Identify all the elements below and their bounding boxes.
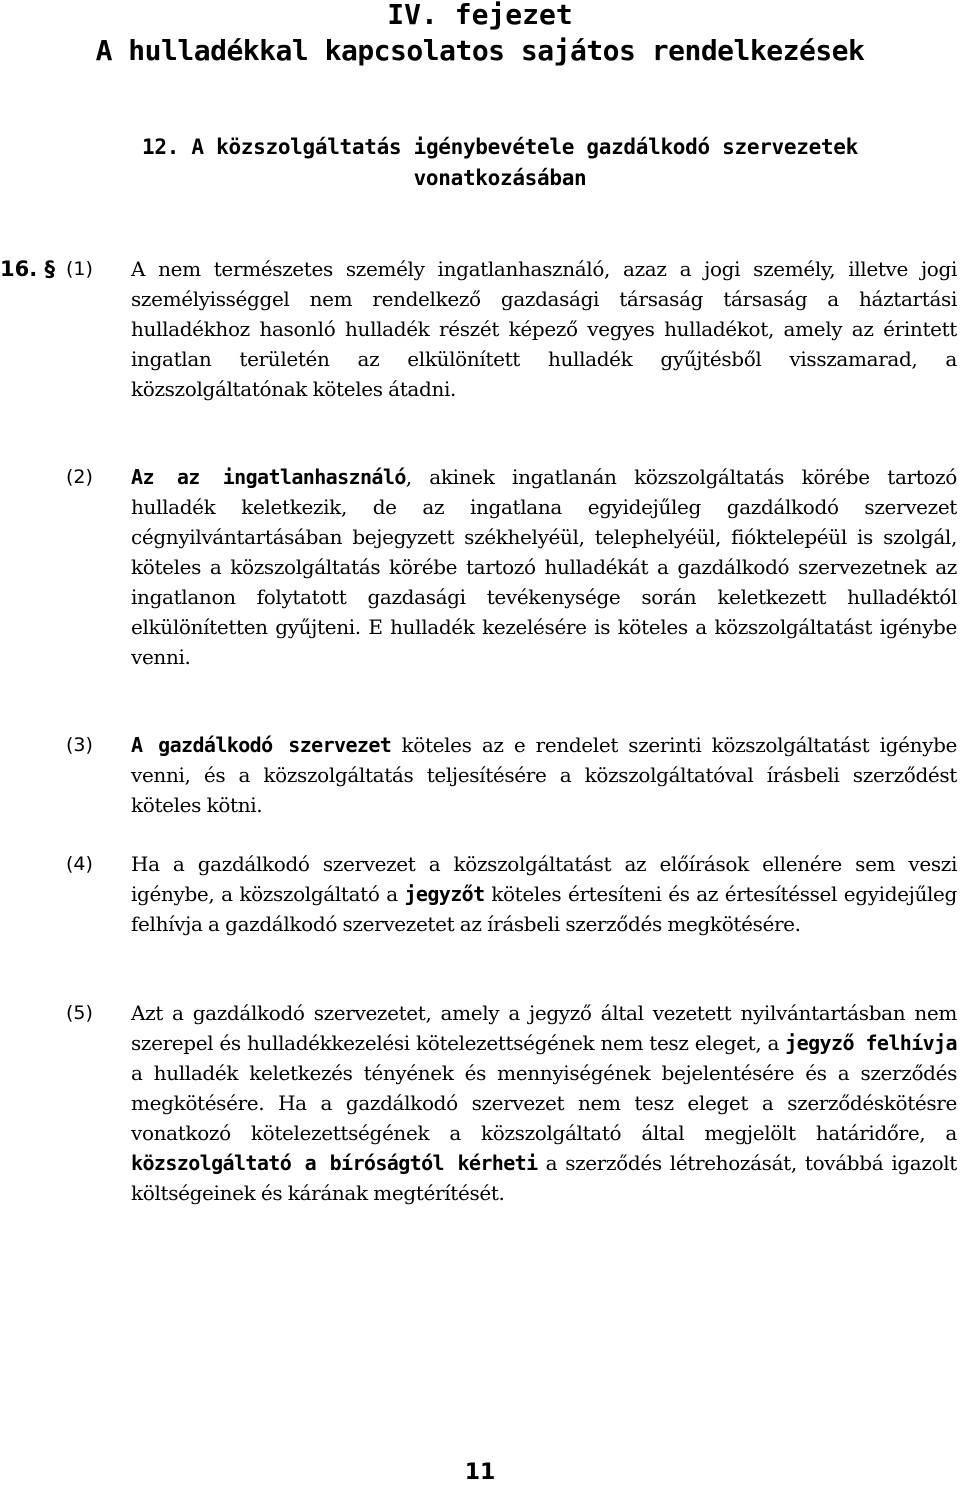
page-number: 11 bbox=[464, 1460, 496, 1485]
text-run: köteles értesíteni és az értesítéssel egyidejűleg felhívja a gazdálkodó szervezetet az írásbeli szerződés megkötésére. bbox=[131, 882, 957, 936]
subsection-number: (2) bbox=[66, 466, 93, 488]
section-title: 12. A közszolgáltatás igénybevétele gazdálkodó szervezetek vonatkozásában bbox=[142, 135, 858, 190]
chapter-title: A hulladékkal kapcsolatos sajátos rendelkezések bbox=[95, 34, 865, 67]
subsection-text bbox=[131, 462, 957, 672]
bold-term: A gazdálkodó szervezet bbox=[131, 733, 392, 757]
subsection-text bbox=[131, 998, 957, 1208]
bold-term: jegyző felhívja bbox=[785, 1031, 957, 1055]
bold-term: Az az ingatlanhasználó bbox=[131, 465, 406, 489]
subsection-text bbox=[131, 254, 957, 404]
text-run: , akinek ingatlanán közszolgáltatás körébe tartozó hulladék keletkezik, de az ingatlana egyidejűleg gazdálkodó szervezet cégnyilvántartásában bejegyzett székhelyéül, telephelyéül, fióktelepéül is szolgál, köteles a közszolgáltatás körébe tartozó hulladékát a gazdálkodó szervezetnek az ingatlanon folytatott gazdasági tevékenysége során keletkezett hulladéktól elkülönítetten gyűjteni. E hulladék kezelésére is köteles a közszolgáltatást igénybe venni. bbox=[131, 465, 957, 669]
subsection-number: (5) bbox=[66, 1002, 93, 1024]
subsection-number: (4) bbox=[66, 853, 93, 875]
bold-term: jegyzőt bbox=[404, 882, 485, 906]
paragraph-number: 16. § bbox=[0, 257, 56, 281]
text-run: Ha a gazdálkodó szervezet a közszolgáltatást az előírások ellenére sem veszi igénybe, a közszolgáltató a bbox=[131, 852, 957, 906]
text-run: a hulladék keletkezés tényének és mennyiségének bejelentésére és a szerződés megkötésére. Ha a gazdálkodó szervezet nem tesz eleget a szerződéskötésre vonatkozó kötelezettségének a közszolgáltató által megjelölt határidőre, a bbox=[131, 1061, 957, 1145]
text-run: a szerződés létrehozását, továbbá igazolt költségeinek és kárának megtérítését. bbox=[131, 1151, 957, 1205]
subsection-number: (1) bbox=[66, 258, 93, 280]
text-run: köteles az e rendelet szerinti közszolgáltatást igénybe venni, és a közszolgáltatás teljesítésére a közszolgáltatóval írásbeli szerződést köteles kötni. bbox=[131, 733, 958, 817]
text-run: A nem természetes személy ingatlanhasználó, azaz a jogi személy, illetve jogi személyisséggel nem rendelkező gazdasági társaság társaság a háztartási hulladékhoz hasonló hulladék részét képező vegyes hulladékot, amely az érintett ingatlan területén az elkülönített hulladék gyűjtésből visszamarad, a közszolgáltatónak köteles átadni. bbox=[131, 257, 957, 401]
bold-term: közszolgáltató a bíróságtól kérheti bbox=[131, 1151, 538, 1175]
chapter-number: IV. fejezet bbox=[387, 0, 573, 31]
text-run: Azt a gazdálkodó szervezetet, amely a jegyző által vezetett nyilvántartásban nem szerepel és hulladékkezelési kötelezettségének nem tesz eleget, a bbox=[131, 1001, 957, 1055]
subsection-number: (3) bbox=[66, 734, 93, 756]
subsection-text bbox=[131, 730, 957, 820]
subsection-text bbox=[131, 849, 957, 939]
